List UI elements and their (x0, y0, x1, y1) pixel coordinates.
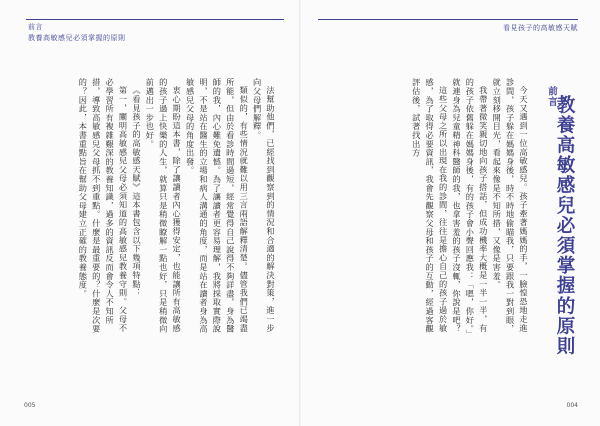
paragraph: 法幫助他們，已經找到觀察到的情況和合適的解決對策，進一步向父母們解釋。 (252, 78, 276, 333)
running-head-right: 看見孩子的高敏感天賦 (503, 24, 578, 32)
paragraph: 類似的，有些情況就難以用三言兩語解釋清楚。儘管我們已竭盡所能，但由於看診時間過短，經常覺得自己說得不夠詳盡，身為醫師的我，內心難免遺憾。為了讓讀者更容易理解，我將採取實際說明，不是站在醫生的立場和病人溝通的角度，而是站在讀者身為高敏感兒父母的角度出發。 (185, 78, 250, 334)
right-page (300, 0, 600, 426)
chapter-title: 教養高敏感兒必須掌握的原則 (554, 95, 575, 357)
page-number: 005 (24, 402, 36, 409)
header-rule (26, 19, 284, 20)
paragraph: 《看見孩子的高敏感天賦》這本書包含以下幾項特點： (131, 86, 142, 298)
section-tag: 前言 (28, 23, 43, 31)
paragraph: 這些父母之所以出現在我的診間，往往是擔心自己的孩子過於敏感，為了取得必要資訊，我會先觀察父母和孩子的互動，經過客觀評估後，試著找出方 (411, 78, 449, 334)
body-text-left (39, 78, 277, 340)
page-number: 004 (566, 402, 578, 409)
body-text-right (325, 78, 530, 340)
paragraph: 今天又遇到一位高敏感兒。孩子牽著媽媽的手，一臉惶恐地走進診間，孩子躲在媽媽身後，時不時地偷瞄我，只要跟我一對到眼，就立刻移開目光，看起來像是不知所措，又像是害羞。 (492, 78, 529, 334)
paragraph: 衷心期盼這本書，除了讓讀者內心獲得安定，也能讓所有高敏感的孩子過上快樂的人生，就算只是稍微瞭解一點也好，只是稍微向前邁出一步也好。 (145, 78, 183, 334)
preface-label: 前言 (546, 86, 557, 107)
header-rule (318, 19, 578, 20)
paragraph: 我帶著微笑親切地向孩子搭話，但成功機率大概是一半一半，有的孩子依舊躲在媽媽身後，有的孩子會小聲回應我：「嗯，你好。」就連身為兒童精神科醫師的我，也拿害羞的孩子沒輒，你說是吧？ (451, 78, 489, 338)
running-head-left: 教養高敏感兒必須掌握的原則 (28, 34, 126, 42)
paragraph: 第一，闡明高敏感兒父母必須知道的高敏感兒教養守則。父母不必學習所有複雜艱深的教養知識，過多的資訊反而會令人不知所措，導致高敏感兒父母抓不到重點。什麼是最重要的？什麼是次要的？因此，本書重點旨在幫助父母建立正確的教養態度。 (78, 78, 129, 334)
